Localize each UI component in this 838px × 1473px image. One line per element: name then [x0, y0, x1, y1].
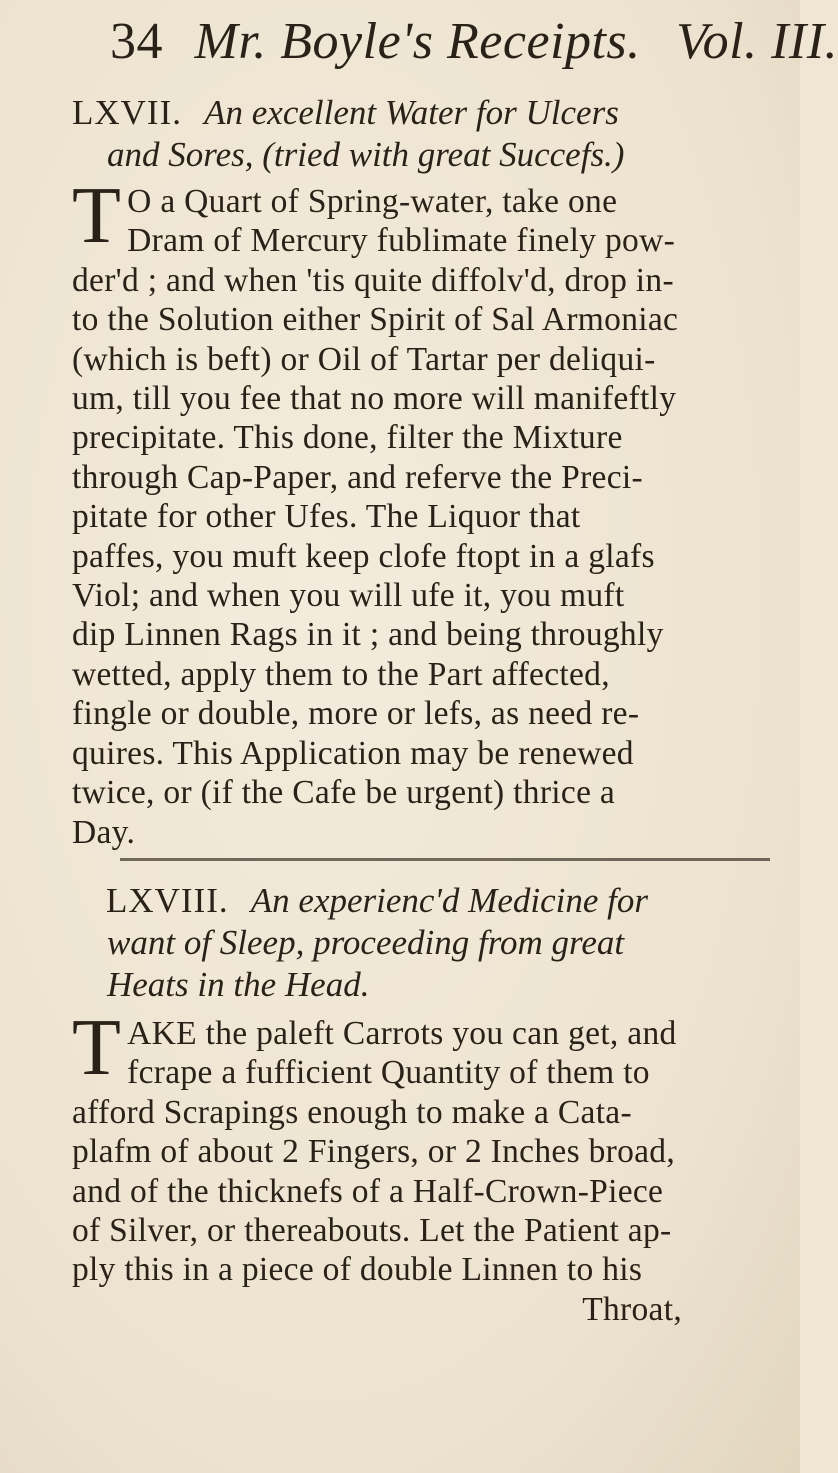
text-line: Day.	[72, 813, 136, 851]
section-body	[72, 172, 772, 852]
section-number: LXVII.	[72, 93, 182, 132]
drop-cap: T	[72, 1004, 122, 1092]
section-lxviii	[72, 880, 772, 1329]
text-line: to the Solution either Spirit of Sal Armoniac	[72, 301, 679, 339]
catchword: Throat,	[582, 1290, 682, 1328]
section-title-line: and Sores, (tried with great Succefs.)	[107, 135, 625, 174]
text-line: wetted, apply them to the Part affected,	[72, 655, 610, 693]
text-line: paffes, you muft keep clofe ftopt in a glafs	[72, 537, 655, 575]
section-lxvii	[72, 92, 772, 852]
text-line: Dram of Mercury fublimate finely pow-	[127, 222, 676, 260]
text-line: AKE the paleft Carrots you can get, and	[127, 1015, 677, 1052]
text-line: fingle or double, more or lefs, as need re-	[72, 695, 640, 733]
text-line: fcrape a fufficient Quantity of them to	[127, 1054, 650, 1092]
text-line: dip Linnen Rags in it ; and being throughly	[72, 616, 664, 654]
text-line: plafm of about 2 Fingers, or 2 Inches broad,	[72, 1133, 676, 1171]
text-line: twice, or (if the Cafe be urgent) thrice a	[72, 774, 616, 812]
section-title-line: An experienc'd Medicine for	[250, 881, 648, 920]
section-title	[72, 92, 772, 176]
text-line: der'd ; and when 'tis quite diffolv'd, drop in-	[72, 261, 674, 299]
section-title-line: want of Sleep, proceeding from great	[107, 923, 625, 962]
section-body	[72, 1004, 772, 1329]
page-number: 34	[110, 13, 163, 70]
section-number: LXVIII.	[106, 881, 229, 920]
text-line: quires. This Application may be renewed	[72, 734, 634, 772]
text-line: precipitate. This done, filter the Mixture	[72, 419, 623, 457]
text-line: (which is beft) or Oil of Tartar per deliqui-	[72, 340, 656, 378]
text-line: through Cap-Paper, and referve the Preci-	[72, 458, 643, 496]
drop-cap: T	[72, 172, 122, 260]
volume-label: Vol. III.	[676, 13, 838, 70]
text-line: pitate for other Ufes. The Liquor that	[72, 498, 581, 536]
text-line: um, till you fee that no more will manifeftly	[72, 380, 677, 418]
section-title-line: Heats in the Head.	[107, 965, 370, 1004]
text-line: and of the thicknefs of a Half-Crown-Piece	[72, 1172, 664, 1210]
running-title: Mr. Boyle's Receipts.	[194, 13, 641, 70]
text-line: O a Quart of Spring-water, take one	[127, 183, 618, 220]
section-divider	[120, 858, 770, 861]
section-title-line: An excellent Water for Ulcers	[204, 93, 619, 132]
text-line: Viol; and when you will ufe it, you muft	[72, 577, 625, 615]
running-head	[110, 12, 838, 71]
text-line: ply this in a piece of double Linnen to his	[72, 1251, 643, 1289]
section-title	[72, 880, 772, 1006]
text-line: of Silver, or thereabouts. Let the Patient ap-	[72, 1212, 672, 1250]
text-line: afford Scrapings enough to make a Cata-	[72, 1093, 632, 1131]
